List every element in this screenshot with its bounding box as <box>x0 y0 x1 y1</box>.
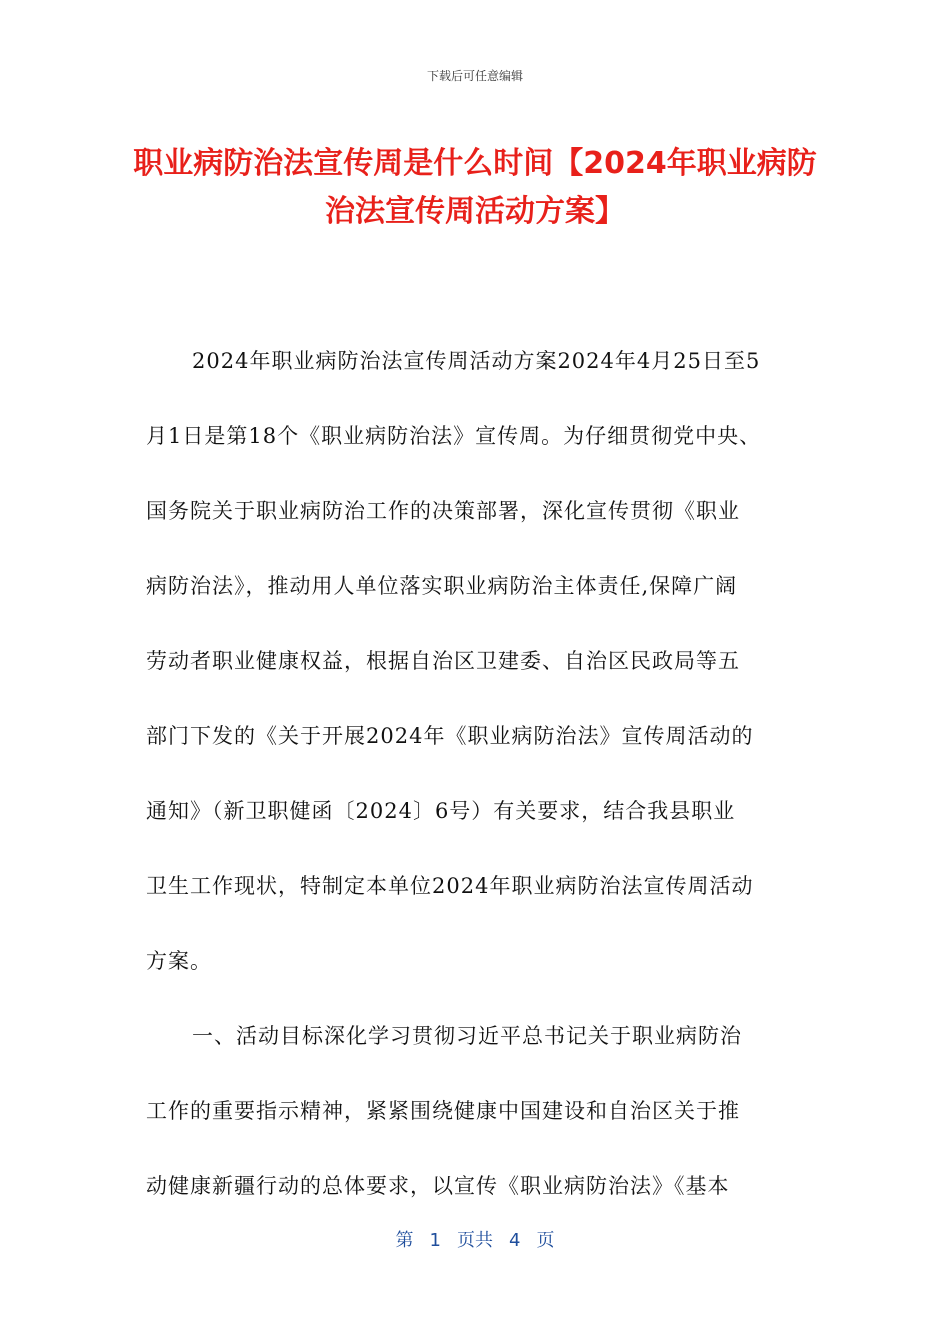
text-line: 卫生工作现状，特制定本单位2024年职业病防治法宣传周活动 <box>146 874 754 898</box>
text-line: 病防治法》，推动用人单位落实职业病防治主体责任,保障广阔 <box>146 574 738 598</box>
footer-prefix: 第 <box>395 1230 414 1251</box>
text-line: 方案。 <box>146 949 212 973</box>
text-line: 工作的重要指示精神，紧紧围绕健康中国建设和自治区关于推 <box>146 1099 740 1123</box>
document-body <box>146 324 806 1224</box>
text-line: 部门下发的《关于开展2024年《职业病防治法》宣传周活动的 <box>146 724 754 748</box>
total-pages: 4 <box>509 1230 521 1251</box>
text-line: 劳动者职业健康权益，根据自治区卫建委、自治区民政局等五 <box>146 649 740 673</box>
page-footer <box>0 1226 950 1252</box>
text-line: 国务院关于职业病防治工作的决策部署，深化宣传贯彻《职业 <box>146 499 740 523</box>
paragraph-section-one <box>146 999 806 1224</box>
header-note: 下载后可任意编辑 <box>426 69 523 83</box>
footer-suffix: 页 <box>536 1230 555 1251</box>
paragraph-intro <box>146 324 806 999</box>
page-number: 1 <box>429 1230 441 1251</box>
text-line: 2024年职业病防治法宣传周活动方案2024年4月25日至5 <box>192 349 761 373</box>
text-line: 月1日是第18个《职业病防治法》宣传周。为仔细贯彻党中央、 <box>146 424 762 448</box>
text-line: 一、活动目标深化学习贯彻习近平总书记关于职业病防治 <box>192 1024 742 1048</box>
text-line: 动健康新疆行动的总体要求，以宣传《职业病防治法》《基本 <box>146 1174 730 1198</box>
document-title: 职业病防治法宣传周是什么时间【2024年职业病防治法宣传周活动方案】 <box>133 146 817 229</box>
footer-mid: 页共 <box>457 1230 493 1251</box>
text-line: 通知》（新卫职健函〔2024〕6号）有关要求，结合我县职业 <box>146 799 736 823</box>
